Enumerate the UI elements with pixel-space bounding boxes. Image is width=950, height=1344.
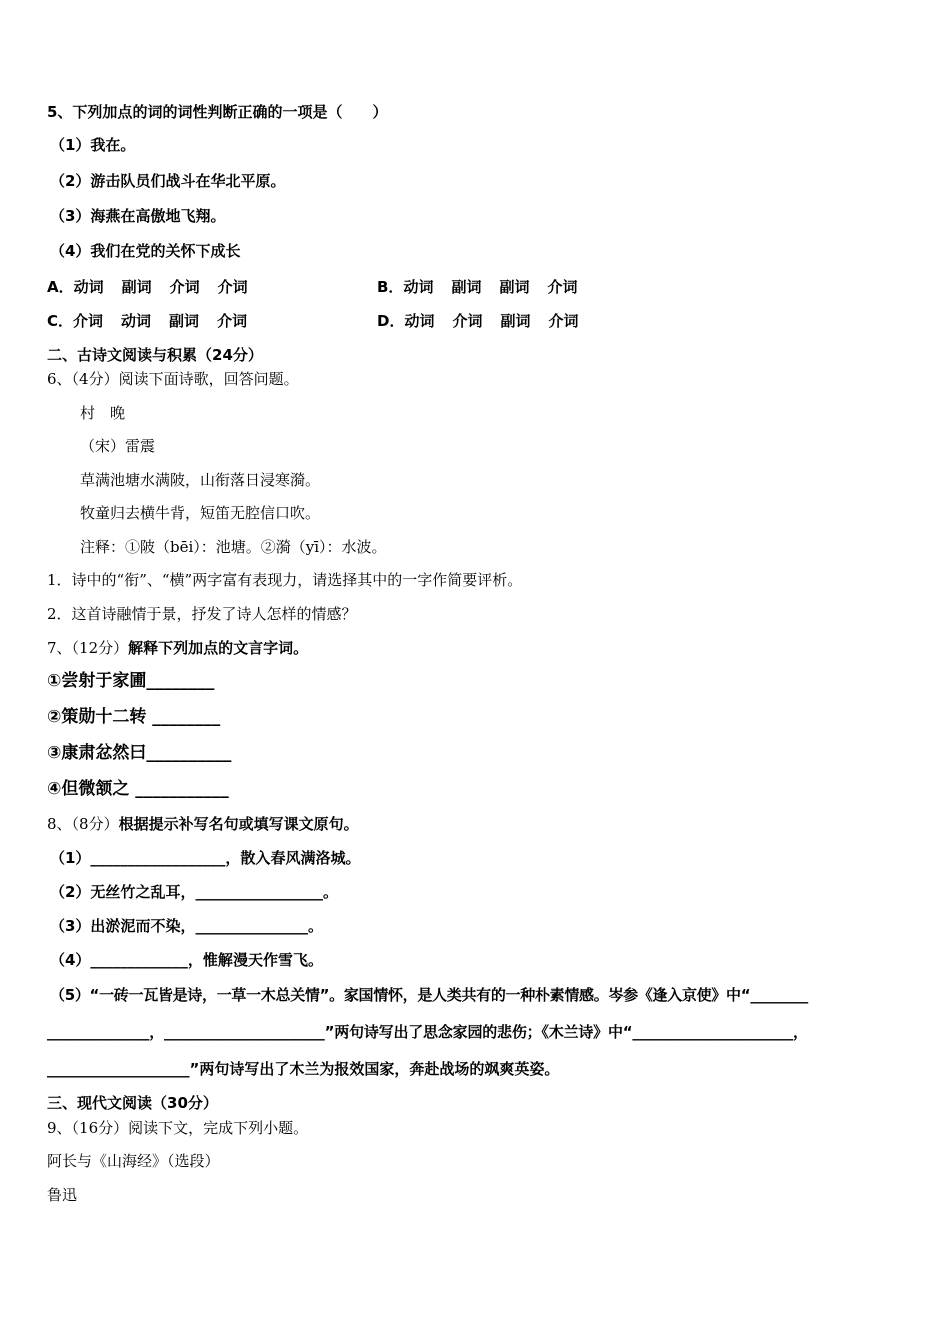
- q5-item-3: （3）海燕在高傲地飞翔。: [50, 207, 226, 225]
- option-word: 副词: [121, 278, 152, 296]
- q7-item-4: ④但微颔之 ___________: [47, 779, 229, 799]
- option-word: 动词: [73, 278, 104, 296]
- q8-instruction: 根据提示补写名句或填写课文原句。: [118, 815, 359, 833]
- q5-option-b[interactable]: [377, 277, 596, 297]
- article-title: 阿长与《山海经》（选段）: [47, 1152, 220, 1170]
- option-letter: C．: [47, 312, 74, 330]
- q7-prefix: 7、（12分）: [47, 639, 129, 657]
- option-word: 动词: [403, 278, 434, 296]
- q8-item-5-line-3: ___________________”两句诗写出了木兰为报效国家，奔赴战场的飒爽英姿。: [47, 1060, 560, 1078]
- q8-prefix: 8、（8分）: [47, 815, 119, 833]
- q7-instruction: 解释下列加点的文言字词。: [128, 639, 309, 657]
- option-word: 副词: [499, 278, 530, 296]
- article-author: 鲁迅: [47, 1186, 78, 1204]
- option-word: 介词: [73, 312, 104, 330]
- q6-stem: 6、（4分）阅读下面诗歌，回答问题。: [47, 370, 299, 388]
- option-word: 副词: [169, 312, 200, 330]
- q5-option-c[interactable]: [47, 311, 265, 331]
- option-word: 介词: [547, 278, 578, 296]
- section-2-title: 二、古诗文阅读与积累（24分）: [47, 346, 263, 364]
- q5-option-d[interactable]: [377, 311, 597, 331]
- q5-option-a[interactable]: [47, 277, 266, 297]
- q7-stem: [47, 638, 308, 658]
- q6-question-1: 1．诗中的“衔”、“横”两字富有表现力，请选择其中的一字作简要评析。: [47, 571, 523, 589]
- q8-item-2: （2）无丝竹之乱耳，_________________。: [50, 883, 338, 901]
- q5-item-2: （2）游击队员们战斗在华北平原。: [50, 172, 286, 190]
- option-letter: D．: [377, 312, 405, 330]
- q8-item-4: （4）_____________，惟解漫天作雪飞。: [50, 951, 323, 969]
- option-letter: A．: [47, 278, 74, 296]
- q7-item-1: ①尝射于家圃________: [47, 671, 215, 691]
- q8-item-5-line-1: （5）“一砖一瓦皆是诗，一草一木总关情”。家国情怀，是人类共有的一种朴素情感。岑参《逢入京使》中“________: [50, 986, 808, 1004]
- q8-item-3: （3）出淤泥而不染，_______________。: [50, 917, 323, 935]
- poem-line-2: 牧童归去横牛背，短笛无腔信口吹。: [80, 504, 321, 522]
- option-word: 动词: [404, 312, 435, 330]
- q5-item-1: （1）我在。: [50, 136, 136, 154]
- poem-author: （宋）雷震: [80, 437, 156, 455]
- q9-stem: 9、（16分）阅读下文，完成下列小题。: [47, 1119, 309, 1137]
- option-word: 介词: [452, 312, 483, 330]
- q6-question-2: 2．这首诗融情于景，抒发了诗人怎样的情感？: [47, 605, 357, 623]
- section-3-title: 三、现代文阅读（30分）: [47, 1094, 218, 1112]
- option-word: 介词: [217, 278, 248, 296]
- poem-note: 注释：①陂（bēi）：池塘。②漪（yī）：水波。: [80, 538, 387, 556]
- q5-stem: 5、下列加点的词的词性判断正确的一项是（ ）: [47, 103, 388, 121]
- q8-item-1: （1）__________________，散入春风满洛城。: [50, 849, 361, 867]
- q5-item-4: （4）我们在党的关怀下成长: [50, 242, 241, 260]
- option-letter: B．: [377, 278, 404, 296]
- q7-item-2: ②策勋十二转 ________: [47, 707, 221, 727]
- option-word: 介词: [217, 312, 248, 330]
- q8-item-5-line-2: ______________，______________________”两句诗写出了思念家园的悲伤；《木兰诗》中“______________________，: [47, 1023, 808, 1041]
- option-word: 介词: [548, 312, 579, 330]
- option-word: 介词: [169, 278, 200, 296]
- option-word: 副词: [451, 278, 482, 296]
- q8-stem: [47, 814, 359, 834]
- option-word: 副词: [500, 312, 531, 330]
- q7-item-3: ③康肃忿然曰__________: [47, 743, 232, 763]
- option-word: 动词: [121, 312, 152, 330]
- poem-line-1: 草满池塘水满陂，山衔落日浸寒漪。: [80, 471, 321, 489]
- poem-title: 村 晚: [80, 404, 126, 422]
